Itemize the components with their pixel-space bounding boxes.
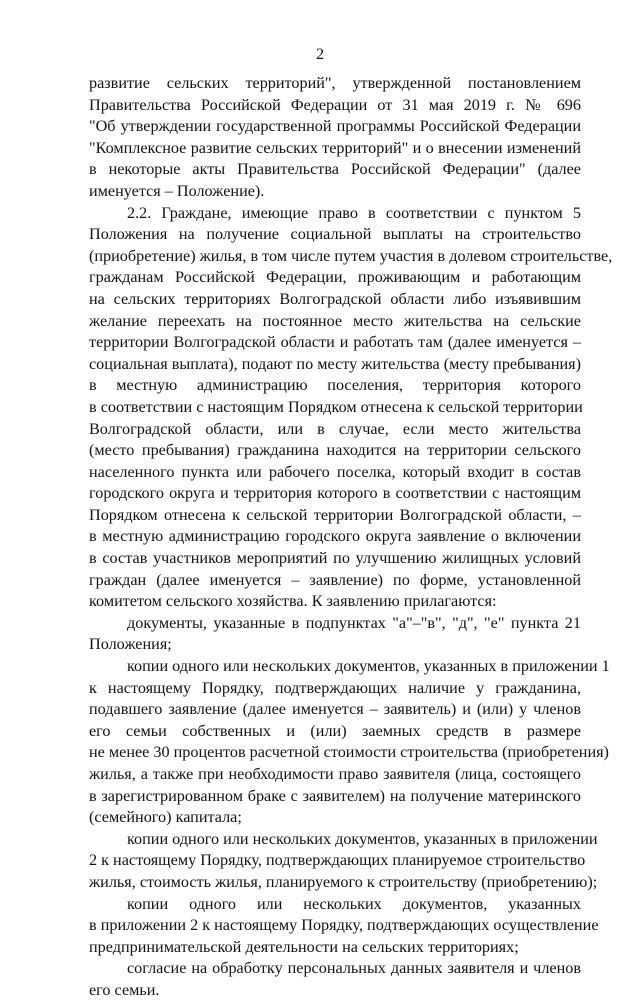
text-line: (приобретение) жилья, в том числе путем участия в долевом строительстве, — [89, 246, 613, 265]
text-line: гражданам Российской Федерации, проживающим и работающим — [89, 268, 581, 287]
text-line: копии одного или нескольких документов, указанных в приложении 1 — [127, 657, 610, 676]
text-line: Положения; — [89, 635, 172, 654]
text-line: "Об утверждении государственной программы Российской Федерации — [89, 117, 581, 136]
text-line: Положения на получение социальной выплаты на строительство — [89, 225, 581, 244]
text-line: (место пребывания) гражданина находится на территории сельского — [89, 441, 581, 460]
text-line: копии одного или нескольких документов, указанных — [127, 894, 581, 913]
page-number: 2 — [315, 45, 325, 63]
text-line: в местную администрацию городского округа заявление о включении — [89, 527, 581, 546]
text-line: Порядком отнесена к сельской территории Волгоградской области, – — [89, 505, 581, 524]
text-line: социальная выплата), подают по месту жительства (месту пребывания) — [89, 354, 581, 373]
text-line: 2.2. Граждане, имеющие право в соответствии с пунктом 5 — [127, 203, 581, 222]
text-line: на сельских территориях Волгоградской области либо изъявившим — [89, 289, 581, 308]
text-line: в соответствии с настоящим Порядком отнесена к сельской территории — [89, 397, 583, 416]
text-line: Волгоградской области, или в случае, если место жительства — [89, 419, 581, 438]
text-line: в местную администрацию поселения, территория которого — [89, 376, 581, 395]
text-line: развитие сельских территорий", утвержденной постановлением — [89, 74, 581, 92]
text-line: документы, указанные в подпунктах "а"–"в", "д", "е" пункта 21 — [127, 613, 581, 632]
text-line: к настоящему Порядку, подтверждающих наличие у гражданина, — [89, 678, 581, 697]
text-line: не менее 30 процентов расчетной стоимости строительства (приобретения) — [89, 743, 609, 762]
text-line: населенного пункта или рабочего поселка, который входит в состав — [89, 462, 581, 481]
text-line: подавшего заявление (далее именуется – заявитель) и (или) у членов — [89, 700, 581, 719]
text-line: в состав участников мероприятий по улучшению жилищных условий — [89, 549, 581, 568]
text-line: 2 к настоящему Порядку, подтверждающих планируемое строительство — [89, 851, 586, 870]
text-line: Правительства Российской Федерации от 31 мая 2019 г. № 696 — [89, 95, 581, 114]
document-body — [89, 73, 613, 1002]
text-line: его семьи. — [89, 980, 160, 999]
text-line: "Комплексное развитие сельских территорий" и о внесении изменений — [89, 138, 581, 157]
text-line: жилья, стоимость жилья, планируемого к строительству (приобретению); — [89, 872, 598, 891]
text-line: в некоторые акты Правительства Российской Федерации" (далее — [89, 160, 581, 179]
text-line: в зарегистрированном браке с заявителем) на получение материнского — [89, 786, 581, 805]
text-line: желание переехать на постоянное место жительства на сельские — [89, 311, 581, 330]
text-line: территории Волгоградской области и работать там (далее именуется – — [89, 333, 581, 352]
text-line: копии одного или нескольких документов, указанных в приложении — [127, 829, 598, 848]
text-line: граждан (далее именуется – заявление) по форме, установленной — [89, 570, 581, 589]
text-line: комитетом сельского хозяйства. К заявлению прилагаются: — [89, 592, 497, 611]
text-line: городского округа и территория которого в соответствии с настоящим — [89, 484, 581, 503]
text-line: (семейного) капитала; — [89, 808, 242, 827]
text-line: согласие на обработку персональных данных заявителя и членов — [127, 959, 581, 978]
text-line: именуется – Положение). — [89, 181, 265, 200]
text-line: жилья, а также при необходимости право заявителя (лица, состоящего — [89, 765, 581, 783]
text-line: в приложении 2 к настоящему Порядку, подтверждающих осуществление — [89, 916, 599, 935]
text-line: предпринимательской деятельности на сельских территориях; — [89, 937, 519, 956]
text-line: его семьи собственных и (или) заемных средств в размере — [89, 721, 581, 740]
